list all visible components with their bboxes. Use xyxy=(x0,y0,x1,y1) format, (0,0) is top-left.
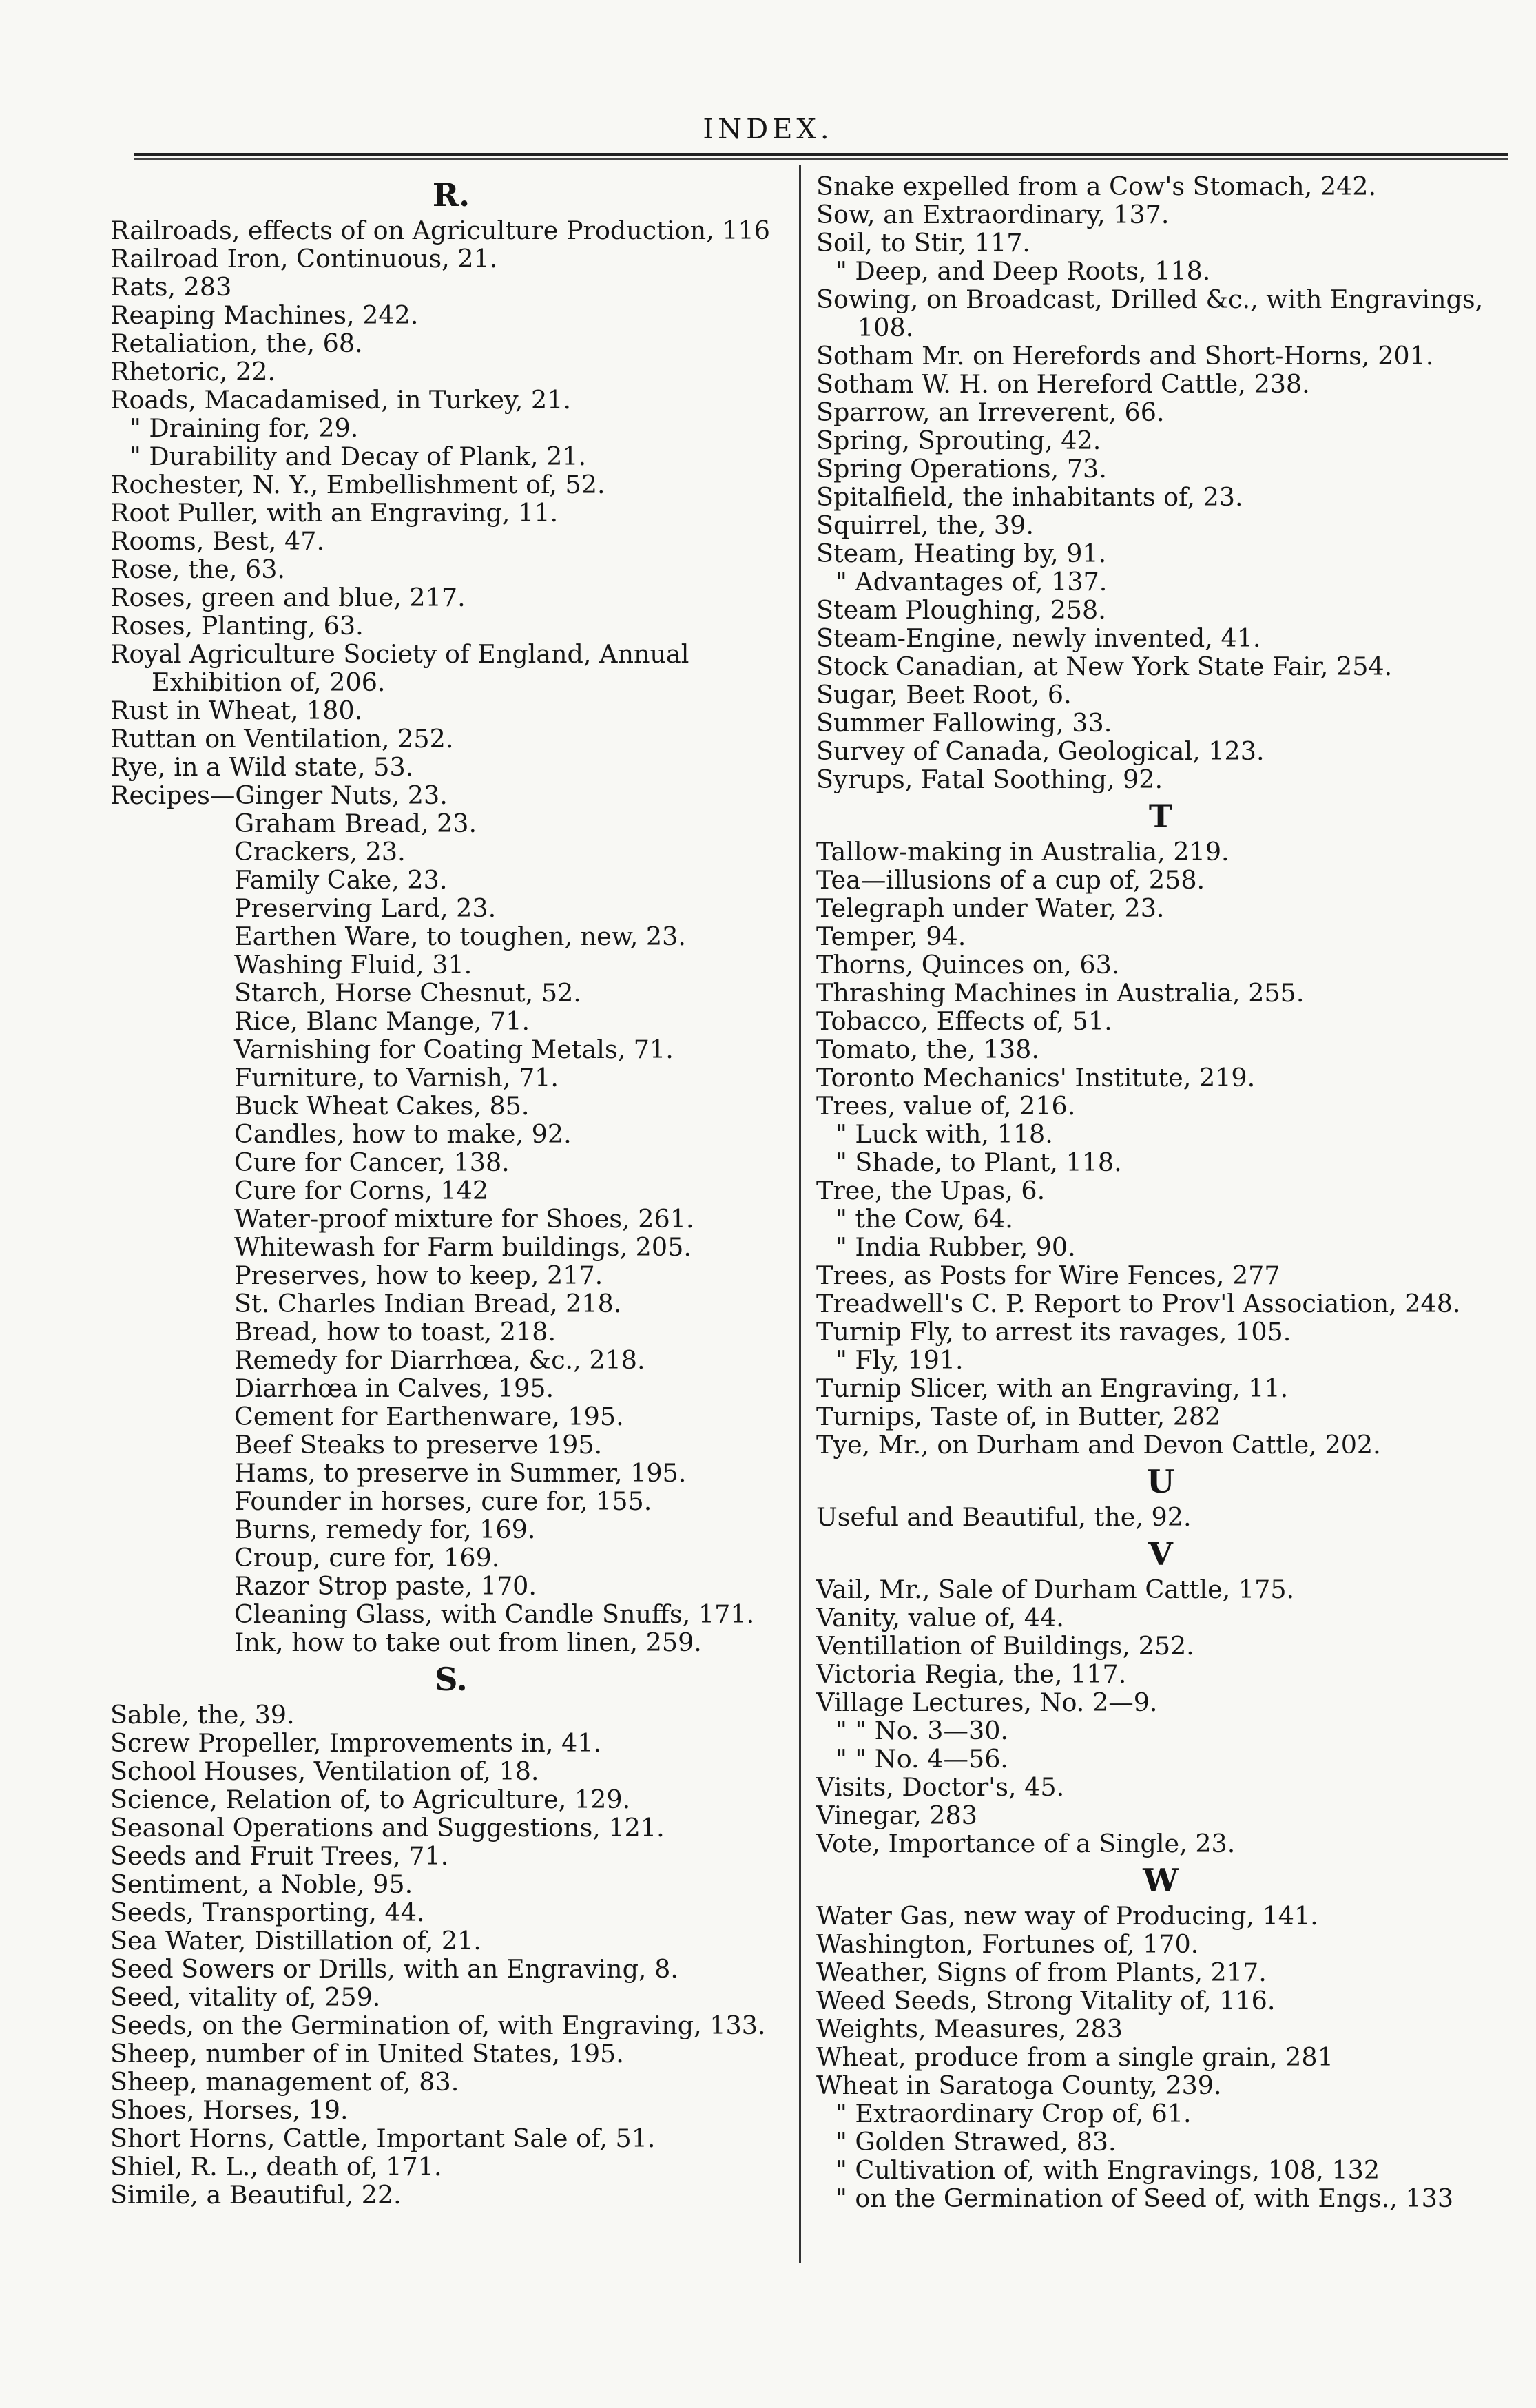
page-title: INDEX. xyxy=(703,114,833,145)
index-entry: Wheat, produce from a single grain, 281 xyxy=(816,2042,1333,2072)
index-entry: " Fly, 191. xyxy=(836,1345,964,1375)
index-entry: " on the Germination of Seed of, with Engs., 133 xyxy=(836,2183,1454,2213)
index-entry: Weed Seeds, Strong Vitality of, 116. xyxy=(816,1986,1276,2015)
index-entry: Sentiment, a Noble, 95. xyxy=(110,1869,413,1899)
index-entry: Snake expelled from a Cow's Stomach, 242. xyxy=(816,172,1377,201)
index-subentry: Cleaning Glass, with Candle Snuffs, 171. xyxy=(234,1599,755,1629)
index-entry: Science, Relation of, to Agriculture, 129. xyxy=(110,1785,631,1814)
index-entry: Temper, 94. xyxy=(816,922,966,951)
index-subentry: Cement for Earthenware, 195. xyxy=(234,1402,624,1431)
index-entry: " Cultivation of, with Engravings, 108, 132 xyxy=(836,2155,1380,2185)
index-subentry: Founder in horses, cure for, 155. xyxy=(234,1486,652,1516)
index-subentry: Preserving Lard, 23. xyxy=(234,893,497,923)
index-entry: " Deep, and Deep Roots, 118. xyxy=(836,256,1211,286)
index-entry: Weights, Measures, 283 xyxy=(816,2014,1123,2044)
column-divider xyxy=(799,165,801,2263)
index-subentry: Preserves, how to keep, 217. xyxy=(234,1260,603,1290)
index-entry: " Luck with, 118. xyxy=(836,1119,1053,1149)
index-entry: " " No. 4—56. xyxy=(836,1744,1009,1774)
index-entry: Sable, the, 39. xyxy=(110,1700,295,1730)
index-entry: Royal Agriculture Society of England, Annual Exhibition of, 206. xyxy=(110,639,689,697)
index-entry: Washington, Fortunes of, 170. xyxy=(816,1929,1199,1959)
index-subentry: Family Cake, 23. xyxy=(234,865,448,895)
index-entry: Weather, Signs of from Plants, 217. xyxy=(816,1958,1267,1987)
index-subentry: Diarrhœa in Calves, 195. xyxy=(234,1373,554,1403)
header-rule-thick xyxy=(134,153,1508,156)
index-subentry: Crackers, 23. xyxy=(234,837,406,866)
index-subentry: Croup, cure for, 169. xyxy=(234,1543,500,1573)
index-entry: Rochester, N. Y., Embellishment of, 52. xyxy=(110,470,605,499)
section-letter: V xyxy=(1148,1535,1173,1573)
index-entry: Sheep, number of in United States, 195. xyxy=(110,2039,624,2068)
index-entry: Tea—illusions of a cup of, 258. xyxy=(816,865,1205,895)
index-entry: Sheep, management of, 83. xyxy=(110,2067,459,2097)
index-entry: " India Rubber, 90. xyxy=(836,1232,1076,1262)
index-entry: Seed, vitality of, 259. xyxy=(110,1982,381,2012)
index-entry: Sowing, on Broadcast, Drilled &c., with Engravings, 108. xyxy=(816,284,1484,342)
index-entry: " Extraordinary Crop of, 61. xyxy=(836,2099,1192,2128)
index-subentry: Furniture, to Varnish, 71. xyxy=(234,1063,559,1092)
index-entry: Rust in Wheat, 180. xyxy=(110,696,363,725)
section-letter: S. xyxy=(435,1661,468,1698)
index-entry: Victoria Regia, the, 117. xyxy=(816,1659,1127,1689)
index-entry: Reaping Machines, 242. xyxy=(110,300,419,330)
section-letter: R. xyxy=(432,176,470,214)
index-entry: Simile, a Beautiful, 22. xyxy=(110,2180,402,2210)
index-entry: Summer Fallowing, 33. xyxy=(816,708,1112,738)
index-entry: Trees, as Posts for Wire Fences, 277 xyxy=(816,1260,1280,1290)
index-entry: Sugar, Beet Root, 6. xyxy=(816,680,1072,709)
index-entry: Railroad Iron, Continuous, 21. xyxy=(110,244,498,273)
index-entry: Spring Operations, 73. xyxy=(816,454,1107,484)
index-entry: Steam, Heating by, 91. xyxy=(816,539,1107,568)
index-entry: Spring, Sprouting, 42. xyxy=(816,426,1101,455)
index-entry: Thrashing Machines in Australia, 255. xyxy=(816,978,1305,1008)
index-entry: Seed Sowers or Drills, with an Engraving, 8. xyxy=(110,1954,678,1984)
index-subentry: Hams, to preserve in Summer, 195. xyxy=(234,1458,687,1488)
index-entry: Vinegar, 283 xyxy=(816,1800,977,1830)
index-entry: Squirrel, the, 39. xyxy=(816,510,1034,540)
index-entry: Wheat in Saratoga County, 239. xyxy=(816,2070,1222,2100)
index-entry: Retaliation, the, 68. xyxy=(110,329,363,358)
index-entry: Sotham W. H. on Hereford Cattle, 238. xyxy=(816,369,1310,399)
index-entry: Rhetoric, 22. xyxy=(110,357,276,386)
index-subentry: Candles, how to make, 92. xyxy=(234,1119,572,1149)
index-entry: Seasonal Operations and Suggestions, 121. xyxy=(110,1813,665,1843)
section-letter: W xyxy=(1143,1862,1179,1899)
index-entry: Seeds and Fruit Trees, 71. xyxy=(110,1841,449,1871)
index-entry: Short Horns, Cattle, Important Sale of, 51. xyxy=(110,2124,656,2153)
index-column-left xyxy=(110,172,792,2209)
index-entry: Sotham Mr. on Herefords and Short-Horns, 201. xyxy=(816,341,1434,371)
section-letter: T xyxy=(1148,798,1173,835)
index-subentry: Burns, remedy for, 169. xyxy=(234,1515,536,1544)
section-letter: U xyxy=(1146,1463,1175,1500)
index-entry: Useful and Beautiful, the, 92. xyxy=(816,1502,1192,1532)
index-entry: Sea Water, Distillation of, 21. xyxy=(110,1926,481,1955)
index-entry: Treadwell's C. P. Report to Prov'l Association, 248. xyxy=(816,1289,1461,1318)
index-entry: Toronto Mechanics' Institute, 219. xyxy=(816,1063,1256,1092)
index-subentry: Starch, Horse Chesnut, 52. xyxy=(234,978,581,1008)
index-entry: " Advantages of, 137. xyxy=(836,567,1108,596)
index-entry: School Houses, Ventilation of, 18. xyxy=(110,1756,539,1786)
index-entry: Turnip Fly, to arrest its ravages, 105. xyxy=(816,1317,1291,1347)
index-subentry: Graham Bread, 23. xyxy=(234,809,477,838)
header-rule-thin xyxy=(134,158,1508,160)
index-subentry: Bread, how to toast, 218. xyxy=(234,1317,557,1347)
index-entry: Steam Ploughing, 258. xyxy=(816,595,1106,625)
index-entry: Tomato, the, 138. xyxy=(816,1035,1039,1064)
index-entry: Syrups, Fatal Soothing, 92. xyxy=(816,765,1163,794)
index-entry: Rye, in a Wild state, 53. xyxy=(110,752,414,782)
index-entry: Recipes—Ginger Nuts, 23. xyxy=(110,780,448,810)
index-subentry: Earthen Ware, to toughen, new, 23. xyxy=(234,922,686,951)
index-subentry: Beef Steaks to preserve 195. xyxy=(234,1430,603,1460)
index-entry: Shiel, R. L., death of, 171. xyxy=(110,2152,442,2181)
index-entry: " Draining for, 29. xyxy=(129,413,359,443)
index-subentry: Whitewash for Farm buildings, 205. xyxy=(234,1232,692,1262)
index-entry: Seeds, Transporting, 44. xyxy=(110,1898,425,1927)
index-subentry: St. Charles Indian Bread, 218. xyxy=(234,1289,622,1318)
index-entry: Roses, Planting, 63. xyxy=(110,611,364,641)
index-entry: Shoes, Horses, 19. xyxy=(110,2095,349,2125)
index-entry: Railroads, effects of on Agriculture Production, 116 xyxy=(110,216,770,245)
index-subentry: Remedy for Diarrhœa, &c., 218. xyxy=(234,1345,645,1375)
index-entry: " Golden Strawed, 83. xyxy=(836,2127,1117,2157)
index-entry: " the Cow, 64. xyxy=(836,1204,1013,1234)
index-entry: Ventillation of Buildings, 252. xyxy=(816,1631,1194,1661)
index-subentry: Rice, Blanc Mange, 71. xyxy=(234,1006,530,1036)
index-entry: Telegraph under Water, 23. xyxy=(816,893,1165,923)
index-entry: Rats, 283 xyxy=(110,272,232,302)
index-entry: Village Lectures, No. 2—9. xyxy=(816,1688,1158,1717)
index-entry: Thorns, Quinces on, 63. xyxy=(816,950,1120,979)
index-entry: " Shade, to Plant, 118. xyxy=(836,1148,1122,1177)
index-entry: Vanity, value of, 44. xyxy=(816,1603,1064,1632)
index-entry: Vail, Mr., Sale of Durham Cattle, 175. xyxy=(816,1575,1295,1604)
index-entry: " Durability and Decay of Plank, 21. xyxy=(129,442,587,471)
index-entry: " " No. 3—30. xyxy=(836,1716,1009,1745)
index-subentry: Water-proof mixture for Shoes, 261. xyxy=(234,1204,694,1234)
index-entry: Turnips, Taste of, in Butter, 282 xyxy=(816,1402,1221,1431)
index-entry: Seeds, on the Germination of, with Engraving, 133. xyxy=(110,2011,766,2040)
index-subentry: Washing Fluid, 31. xyxy=(234,950,473,979)
index-entry: Stock Canadian, at New York State Fair, 254. xyxy=(816,652,1393,681)
index-entry: Survey of Canada, Geological, 123. xyxy=(816,736,1265,766)
index-entry: Visits, Doctor's, 45. xyxy=(816,1772,1065,1802)
index-entry: Rose, the, 63. xyxy=(110,554,286,584)
index-entry: Spitalfield, the inhabitants of, 23. xyxy=(816,482,1243,512)
index-subentry: Varnishing for Coating Metals, 71. xyxy=(234,1035,674,1064)
index-entry: Soil, to Stir, 117. xyxy=(816,228,1031,258)
index-entry: Trees, value of, 216. xyxy=(816,1091,1076,1121)
index-entry: Water Gas, new way of Producing, 141. xyxy=(816,1901,1318,1931)
index-entry: Tye, Mr., on Durham and Devon Cattle, 202. xyxy=(816,1430,1381,1460)
index-entry: Ruttan on Ventilation, 252. xyxy=(110,724,454,754)
index-entry: Steam-Engine, newly invented, 41. xyxy=(816,623,1261,653)
index-entry: Sow, an Extraordinary, 137. xyxy=(816,200,1170,229)
index-entry: Roads, Macadamised, in Turkey, 21. xyxy=(110,385,571,415)
index-entry: Rooms, Best, 47. xyxy=(110,526,325,556)
index-entry: Tree, the Upas, 6. xyxy=(816,1176,1046,1205)
index-entry: Tobacco, Effects of, 51. xyxy=(816,1006,1112,1036)
index-subentry: Buck Wheat Cakes, 85. xyxy=(234,1091,530,1121)
index-subentry: Ink, how to take out from linen, 259. xyxy=(234,1628,702,1657)
index-entry: Tallow-making in Australia, 219. xyxy=(816,837,1229,866)
index-entry: Vote, Importance of a Single, 23. xyxy=(816,1829,1236,1858)
index-subentry: Razor Strop paste, 170. xyxy=(234,1571,537,1601)
index-subentry: Cure for Cancer, 138. xyxy=(234,1148,510,1177)
index-entry: Turnip Slicer, with an Engraving, 11. xyxy=(816,1373,1289,1403)
index-entry: Sparrow, an Irreverent, 66. xyxy=(816,397,1165,427)
index-entry: Screw Propeller, Improvements in, 41. xyxy=(110,1728,602,1758)
index-subentry: Cure for Corns, 142 xyxy=(234,1176,489,1205)
index-column-right xyxy=(816,172,1505,2212)
index-entry: Root Puller, with an Engraving, 11. xyxy=(110,498,559,528)
index-entry: Roses, green and blue, 217. xyxy=(110,583,466,612)
